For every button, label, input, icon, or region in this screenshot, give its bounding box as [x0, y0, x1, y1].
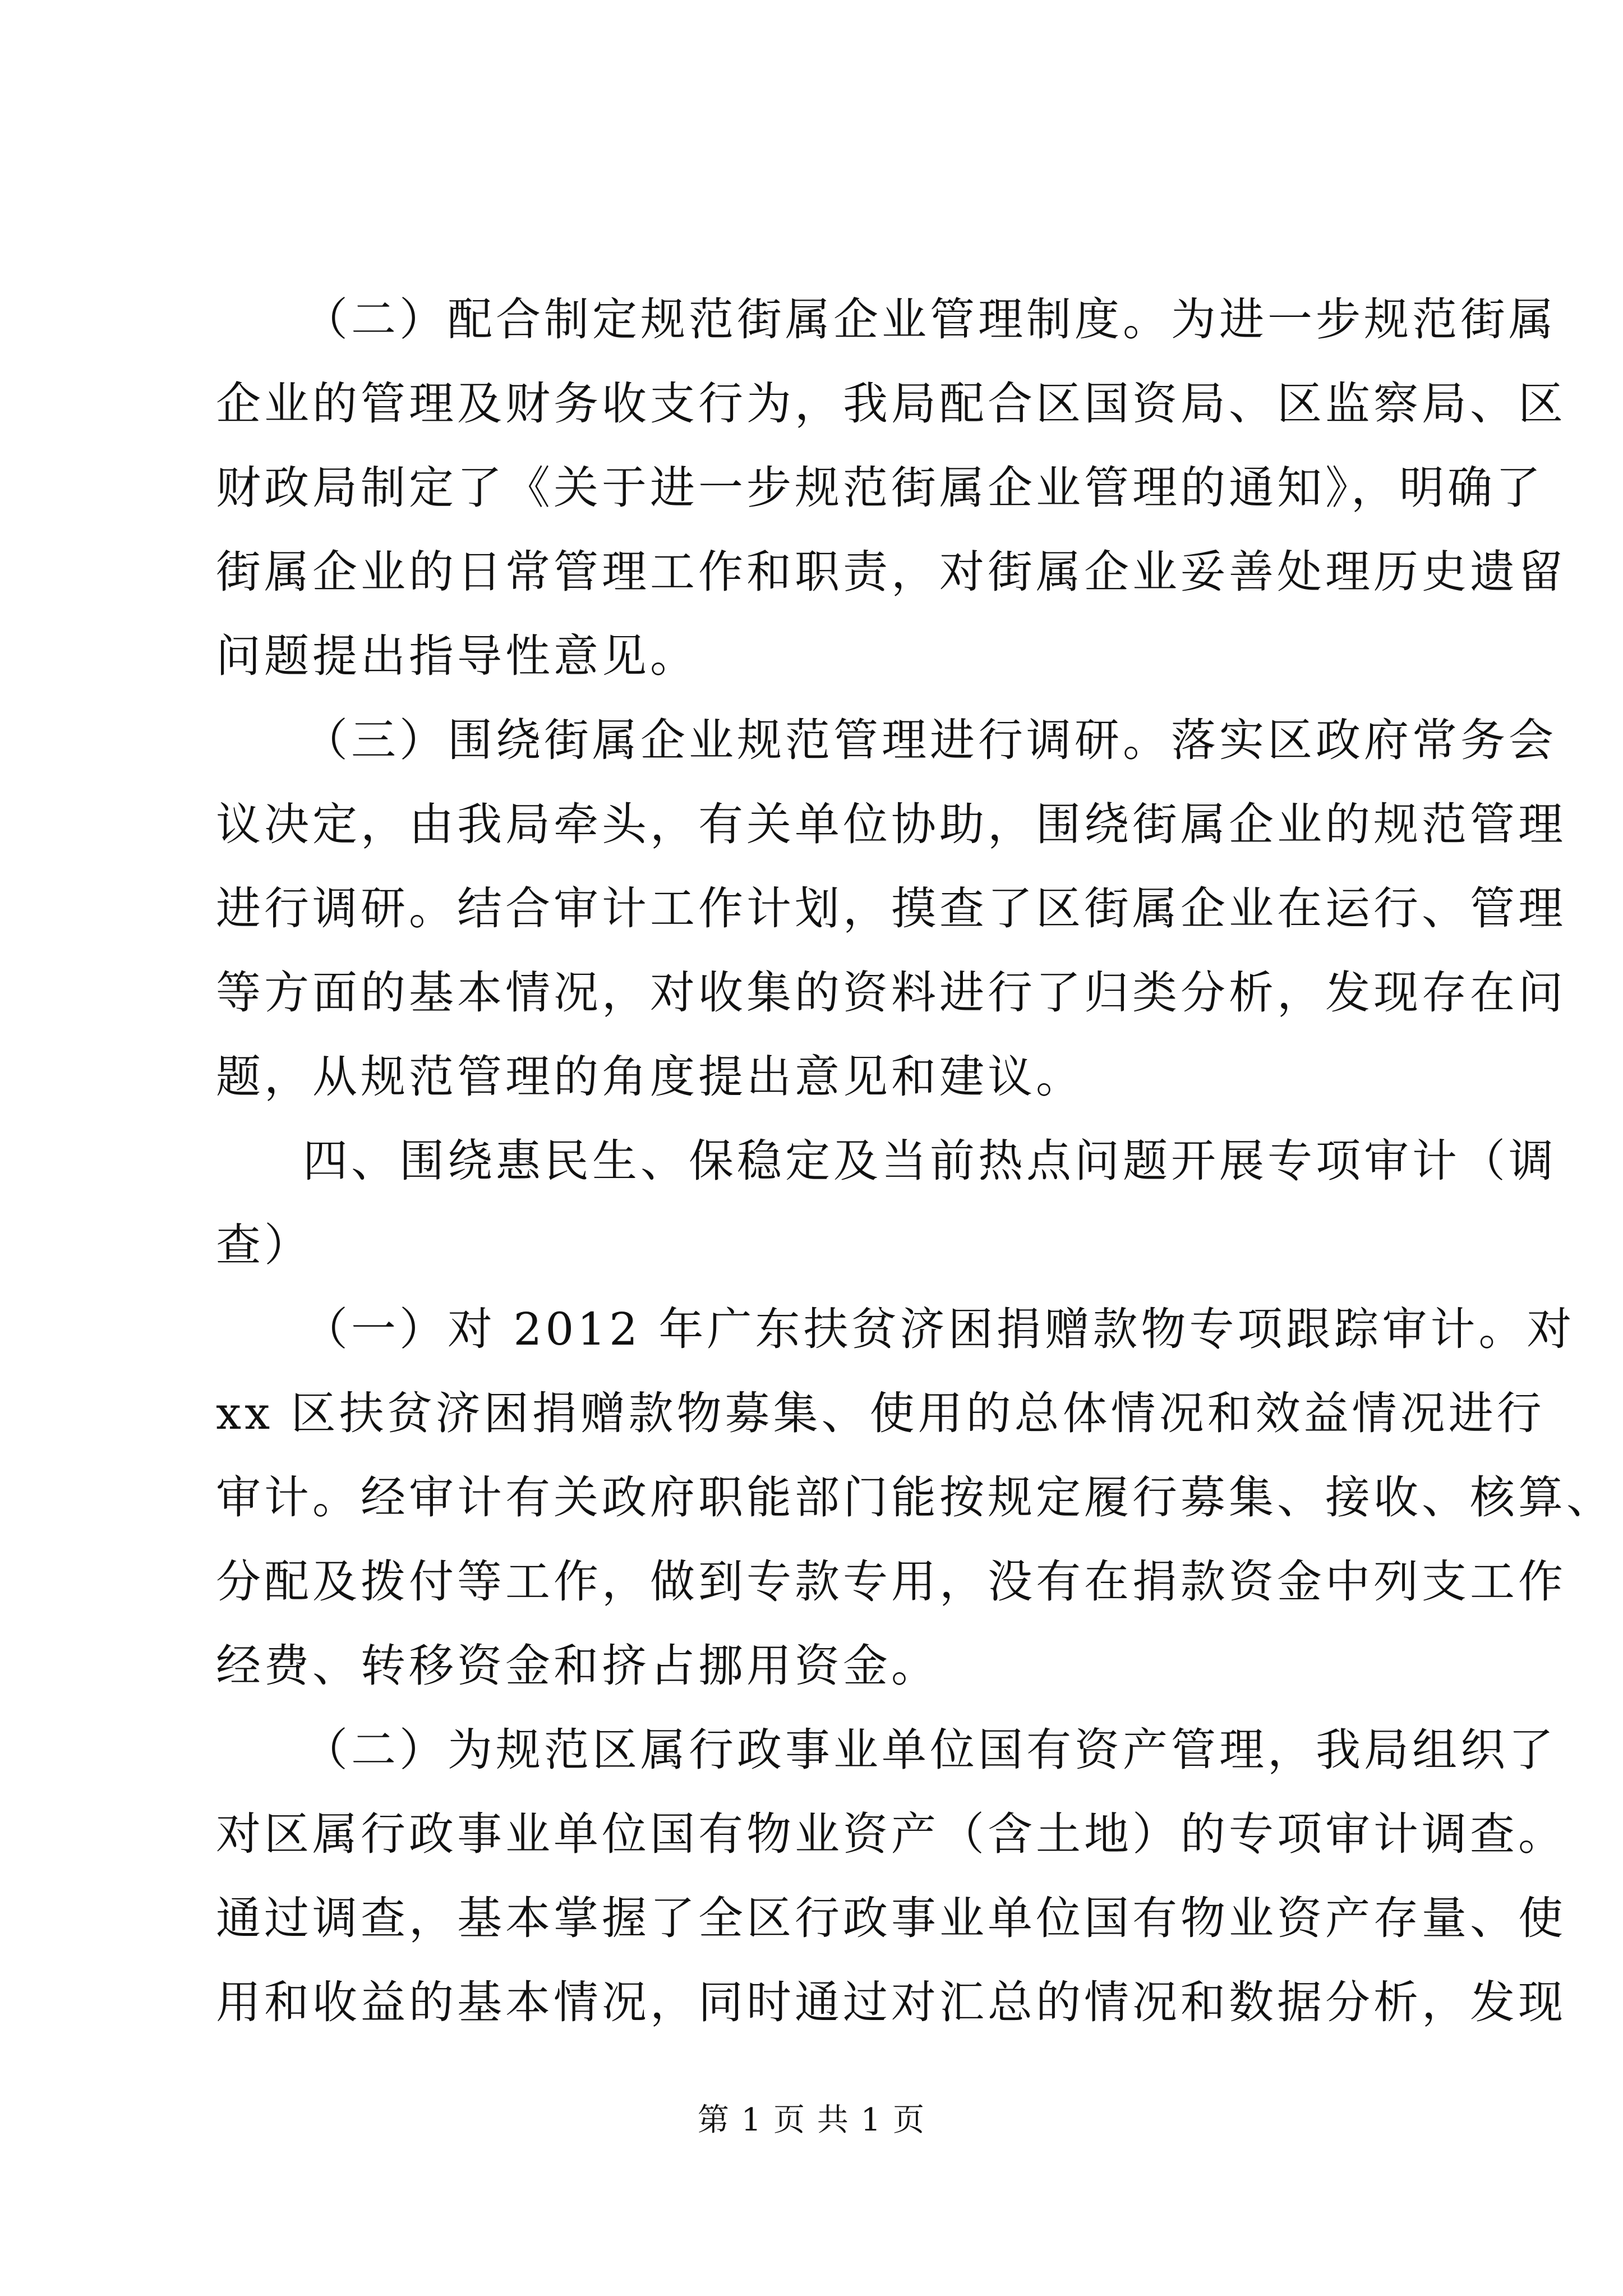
text-line: 审计。经审计有关政府职能部门能按规定履行募集、接收、核算、 — [216, 1471, 1615, 1524]
text-line: （二）配合制定规范街属企业管理制度。为进一步规范街属 — [303, 293, 1557, 346]
text-line: 财政局制定了《关于进一步规范街属企业管理的通知》，明确了 — [216, 462, 1544, 514]
text-line: 经费、转移资金和挤占挪用资金。 — [216, 1640, 939, 1692]
text-line: 分配及拨付等工作，做到专款专用，没有在捐款资金中列支工作 — [216, 1556, 1566, 1608]
text-line: 问题提出指导性意见。 — [216, 630, 698, 682]
text-line: 用和收益的基本情况，同时通过对汇总的情况和数据分析，发现 — [216, 1976, 1566, 2028]
section-heading-cont: 查） — [216, 1219, 312, 1271]
text-line: （一）对 2012 年广东扶贫济困捐赠款物专项跟踪审计。对 — [303, 1303, 1575, 1355]
text-line: （二）为规范区属行政事业单位国有资产管理，我局组织了 — [303, 1724, 1557, 1776]
text-line: 进行调研。结合审计工作计划，摸查了区街属企业在运行、管理 — [216, 882, 1566, 935]
text-line: 企业的管理及财务收支行为，我局配合区国资局、区监察局、区 — [216, 378, 1566, 430]
text-line: 题，从规范管理的角度提出意见和建议。 — [216, 1051, 1084, 1103]
text-line: 等方面的基本情况，对收集的资料进行了归类分析，发现存在问 — [216, 967, 1566, 1019]
text-line: 通过调查，基本掌握了全区行政事业单位国有物业资产存量、使 — [216, 1892, 1566, 1944]
page-footer: 第 1 页 共 1 页 — [697, 2102, 926, 2138]
text-line: 议决定，由我局牵头，有关单位协助，围绕街属企业的规范管理 — [216, 798, 1566, 850]
section-heading: 四、围绕惠民生、保稳定及当前热点问题开展专项审计（调 — [303, 1135, 1557, 1187]
text-line: 街属企业的日常管理工作和职责，对街属企业妥善处理历史遗留 — [216, 546, 1566, 598]
text-line: 对区属行政事业单位国有物业资产（含土地）的专项审计调查。 — [216, 1808, 1566, 1860]
text-line: （三）围绕街属企业规范管理进行调研。落实区政府常务会 — [303, 714, 1557, 766]
text-line: xx 区扶贫济困捐赠款物募集、使用的总体情况和效益情况进行 — [216, 1387, 1545, 1439]
